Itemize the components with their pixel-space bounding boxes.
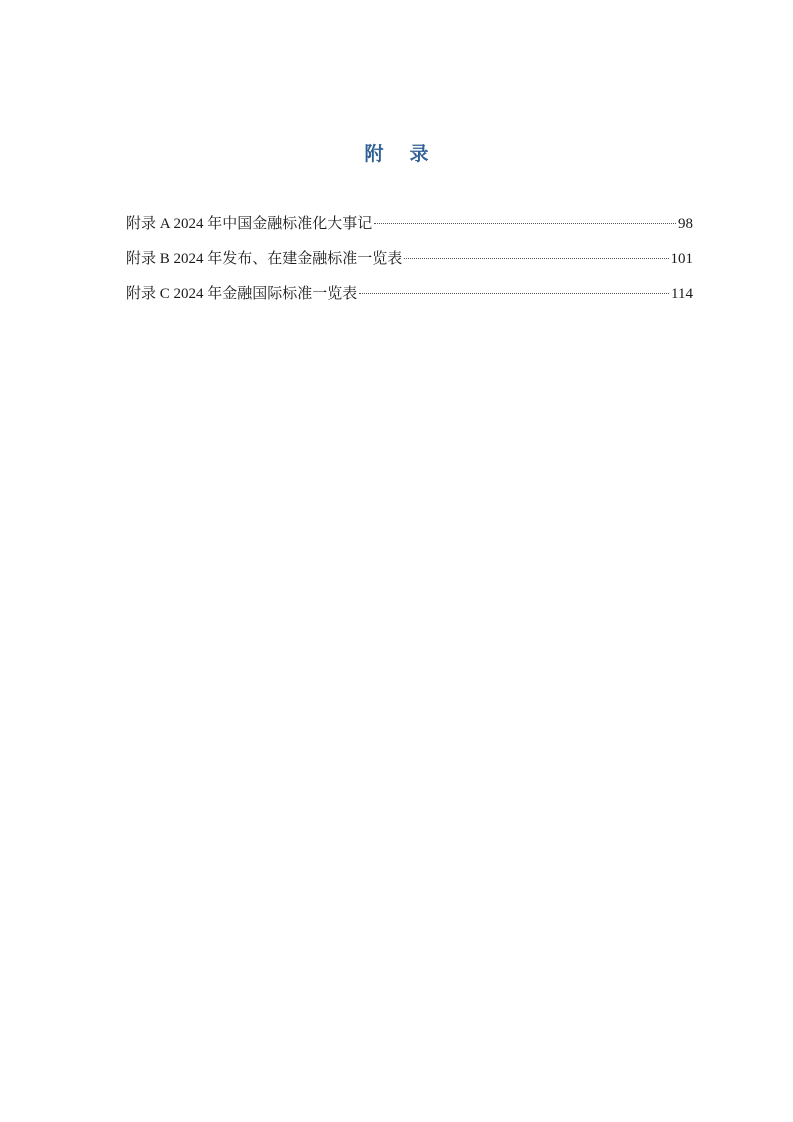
- toc-page-number: 98: [678, 216, 693, 232]
- toc-dot-leader: [404, 258, 668, 259]
- toc-dot-leader: [359, 293, 669, 294]
- page-title: [0, 141, 793, 167]
- title-char-1: 附: [364, 143, 384, 165]
- title-char-2: 录: [409, 143, 429, 165]
- table-of-contents: [126, 212, 693, 317]
- toc-entry-a[interactable]: [126, 212, 693, 247]
- toc-entry-label: 附录 B 2024 年发布、在建金融标准一览表: [126, 251, 403, 267]
- toc-entry-label: 附录 C 2024 年金融国际标准一览表: [126, 286, 358, 302]
- toc-dot-leader: [374, 223, 676, 224]
- toc-entry-label: 附录 A 2024 年中国金融标准化大事记: [126, 216, 373, 232]
- toc-entry-b[interactable]: [126, 247, 693, 282]
- toc-page-number: 101: [670, 251, 693, 267]
- toc-page-number: 114: [671, 286, 693, 302]
- toc-entry-c[interactable]: [126, 282, 693, 317]
